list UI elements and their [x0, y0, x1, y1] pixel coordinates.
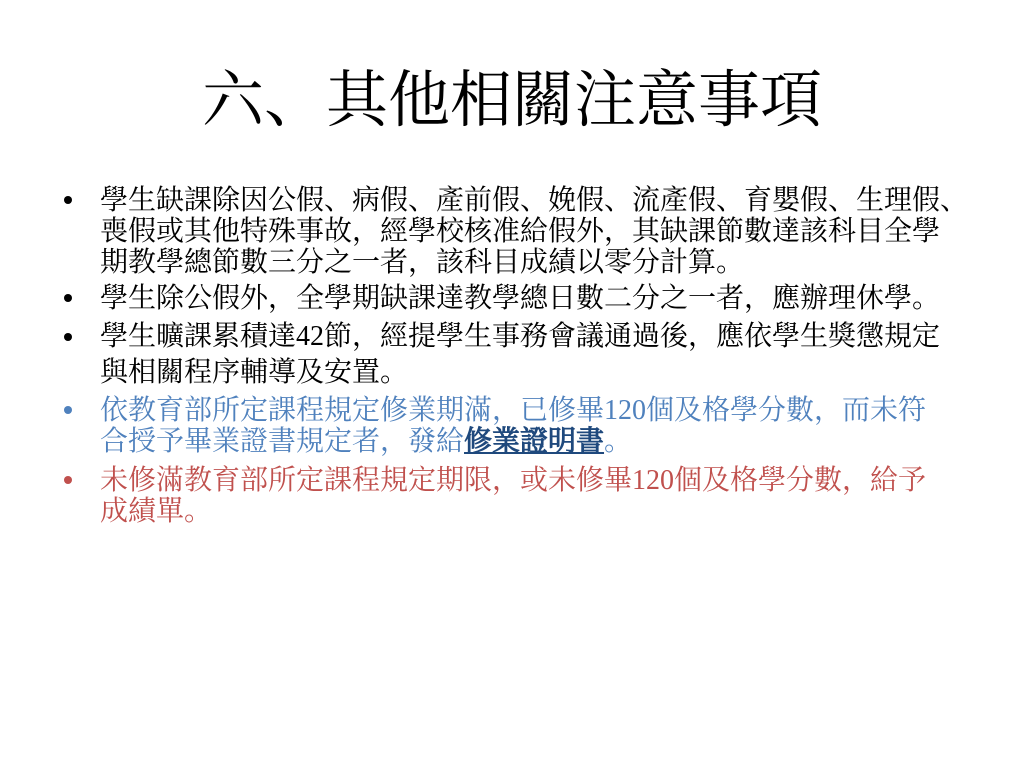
- bullet-dot-icon: [64, 196, 72, 204]
- bullet-text-segment: 合授予畢業證書規定者，發給: [100, 426, 465, 457]
- bullet-text-line: 依教育部所定課程規定修業期滿，已修畢120個及格學分數，而未符: [100, 395, 927, 426]
- bullet-dot-icon: [64, 333, 72, 341]
- bullet-text: [100, 283, 940, 314]
- bullet-text-segment: 。: [604, 426, 633, 457]
- bullet-text-line: 期教學總節數三分之一者，該科目成績以零分計算。: [100, 247, 745, 278]
- bullet-text-line: 成績單。: [100, 496, 213, 527]
- certificate-link[interactable]: 修業證明書: [464, 426, 605, 457]
- bullet-text-line: 學生曠課累積達42節，經提學生事務會議通過後，應依學生獎懲規定: [100, 321, 941, 352]
- bullet-text-line: 未修滿教育部所定課程規定期限，或未修畢120個及格學分數，給予: [100, 465, 927, 496]
- bullet-text: [100, 395, 926, 457]
- bullet-dot-icon: [64, 406, 72, 414]
- bullet-text: [100, 465, 926, 527]
- bullet-dot-icon: [64, 476, 72, 484]
- bullet-text-line: 喪假或其他特殊事故，經學校核准給假外，其缺課節數達該科目全學: [100, 216, 941, 247]
- bullet-text-line: 與相關程序輔導及安置。: [100, 357, 409, 388]
- bullet-text-line: 學生缺課除因公假、病假、產前假、娩假、流產假、育嬰假、生理假、: [100, 185, 969, 216]
- bullet-text: [100, 185, 968, 278]
- bullet-text-line: [100, 426, 926, 457]
- bullet-text-line: 學生除公假外，全學期缺課達教學總日數二分之一者，應辦理休學。: [100, 283, 941, 314]
- bullet-text: [100, 319, 940, 391]
- bullet-dot-icon: [64, 294, 72, 302]
- slide-title: 六、其他相關注意事項: [201, 63, 822, 136]
